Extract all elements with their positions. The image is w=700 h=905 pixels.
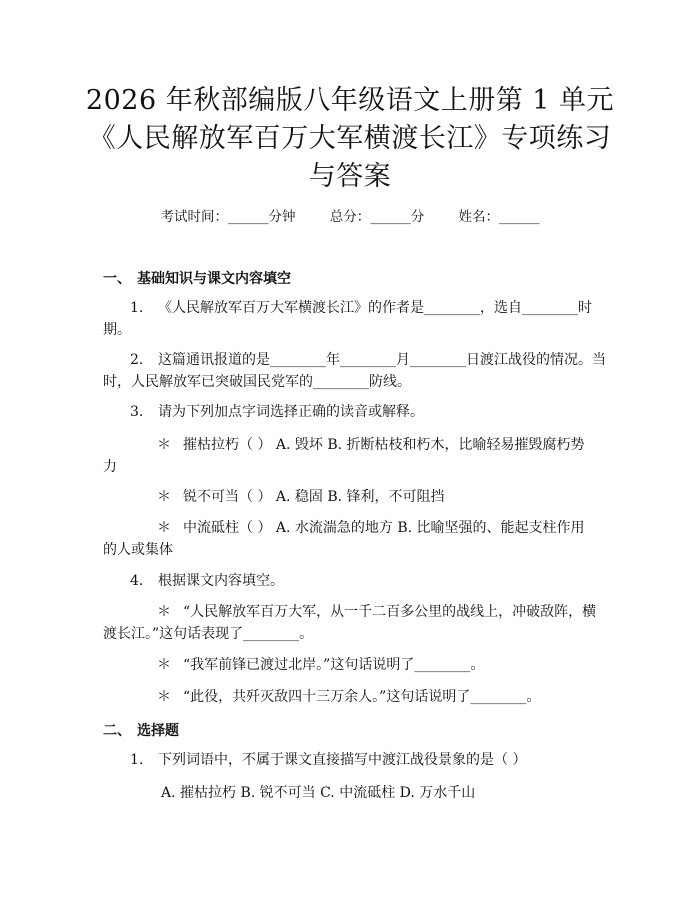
item-text: 锐不可当（ ） A. 稳固 B. 锋利，不可阻挡: [183, 489, 445, 505]
exam-meta: [0, 205, 700, 225]
item-text: 摧枯拉朽（ ） A. 毁坏 B. 折断枯枝和朽木，比喻轻易摧毁腐朽势: [183, 437, 585, 453]
question-number: 1.: [130, 752, 144, 768]
section-1-heading: [103, 268, 291, 288]
question-5-options: A. 摧枯拉朽 B. 锐不可当 C. 中流砥柱 D. 万水千山: [161, 785, 476, 801]
question-4-item-3: [157, 687, 540, 707]
question-4: [130, 571, 284, 591]
question-text: 《人民解放军百万大军横渡长江》的作者是________，选自________时: [158, 300, 592, 316]
question-4-item-1: [157, 602, 596, 622]
bullet-mark: ＊: [157, 520, 171, 536]
question-4-item-1-continued: 渡长江。”这句话表现了________。: [103, 626, 314, 642]
bullet-mark: ＊: [157, 689, 171, 705]
question-1: [130, 298, 592, 318]
item-text: “此役，共歼灭敌四十三万余人。”这句话说明了________。: [183, 689, 541, 705]
section-1-title: 基础知识与课文内容填空: [137, 271, 291, 287]
question-4-item-2: [157, 655, 484, 675]
title-line-3: 与答案: [308, 161, 392, 192]
question-2: [130, 350, 606, 370]
section-1-number: 一、: [103, 271, 131, 287]
bullet-mark: ＊: [157, 604, 171, 620]
exam-score: 总分：______分: [329, 209, 425, 225]
question-text: 根据课文内容填空。: [158, 573, 284, 589]
question-3: [130, 402, 424, 422]
question-1-continued: 期。: [103, 322, 131, 338]
question-number: 4.: [130, 573, 144, 589]
section-2-number: 二、: [103, 723, 131, 739]
question-3-item-1: [157, 435, 585, 455]
title-line-2: 《人民解放军百万大军横渡长江》专项练习: [88, 123, 612, 154]
question-number: 3.: [130, 404, 144, 420]
exam-time: 考试时间：______分钟: [160, 209, 296, 225]
question-2-continued: 时，人民解放军已突破国民党军的________防线。: [103, 374, 411, 390]
question-3-item-2: [157, 487, 445, 507]
item-text: “人民解放军百万大军，从一千二百多公里的战线上，冲破敌阵，横: [183, 604, 597, 620]
title-line-1: 2026 年秋部编版八年级语文上册第 1 单元: [85, 85, 615, 116]
bullet-mark: ＊: [157, 489, 171, 505]
question-number: 2.: [130, 352, 144, 368]
exam-name: 姓名：______: [458, 209, 540, 225]
question-text: 这篇通讯报道的是________年________月________日渡江战役的情况。当: [158, 352, 606, 368]
question-number: 1.: [130, 300, 144, 316]
question-text: 请为下列加点字词选择正确的读音或解释。: [158, 404, 424, 420]
bullet-mark: ＊: [157, 437, 171, 453]
section-2-heading: [103, 720, 179, 740]
question-text: 下列词语中，不属于课文直接描写中渡江战役景象的是（ ）: [158, 752, 527, 768]
bullet-mark: ＊: [157, 657, 171, 673]
item-text: “我军前锋已渡过北岸。”这句话说明了________。: [183, 657, 485, 673]
item-text: 中流砥柱（ ） A. 水流湍急的地方 B. 比喻坚强的、能起支柱作用: [183, 520, 585, 536]
question-3-item-3-continued: 的人或集体: [103, 542, 173, 558]
question-3-item-1-continued: 力: [103, 459, 117, 475]
question-5: [130, 750, 526, 770]
question-3-item-3: [157, 518, 585, 538]
section-2-title: 选择题: [137, 723, 179, 739]
